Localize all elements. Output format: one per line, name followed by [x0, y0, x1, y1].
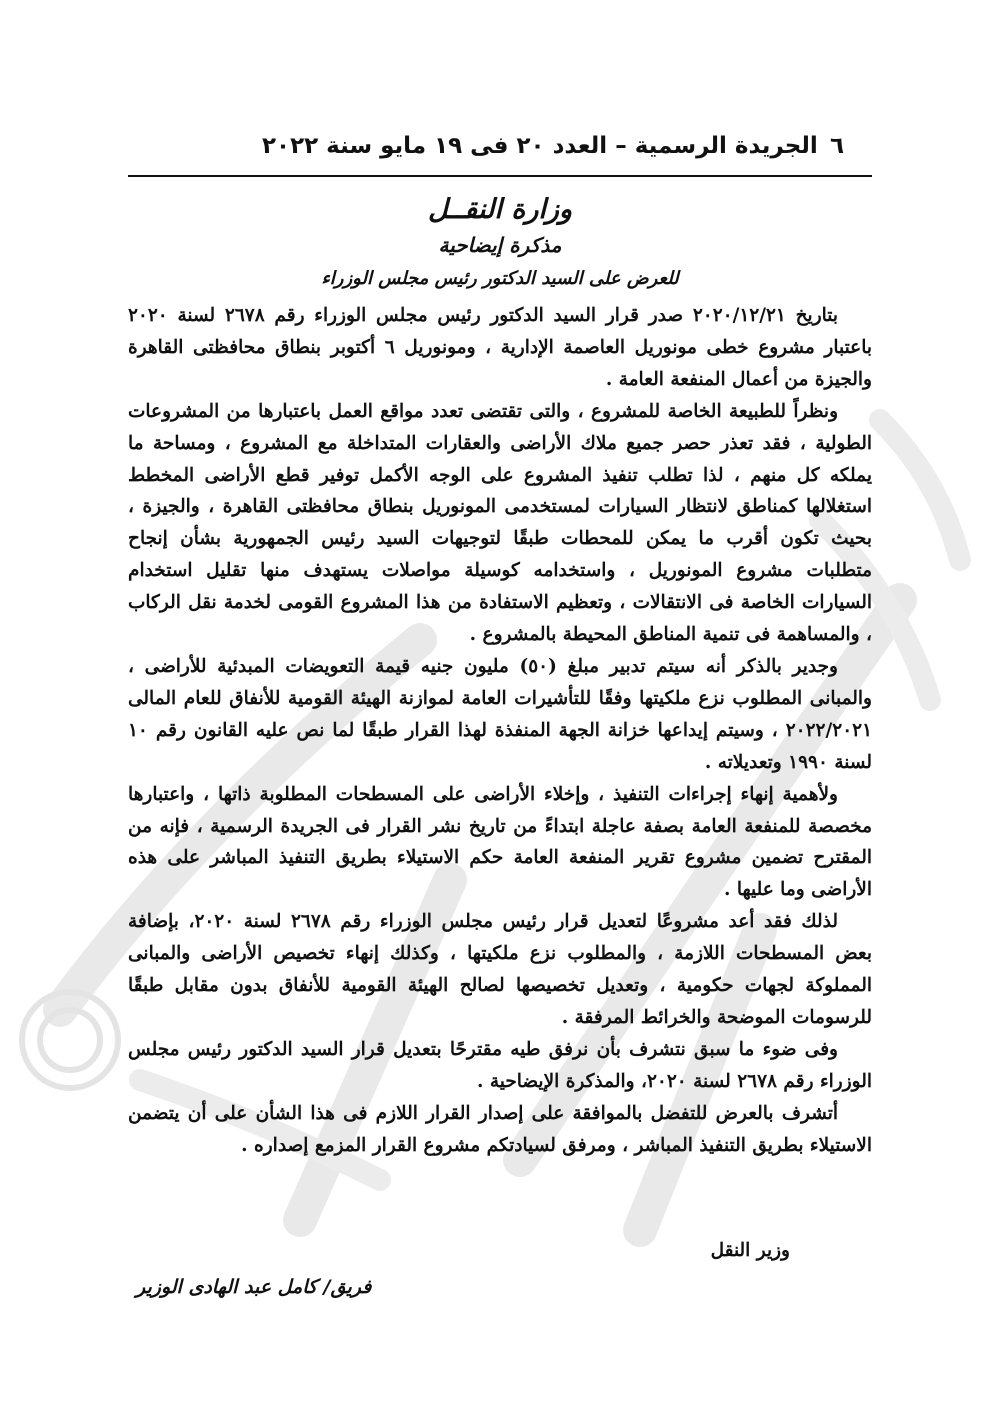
- addressee-line: للعرض على السيد الدكتور رئيس مجلس الوزراء: [321, 268, 679, 289]
- header-rule: [128, 175, 872, 177]
- publication-line: الجريدة الرسمية – العدد ٢٠ فى ١٩ مايو سنة ٢٠٢٢: [262, 133, 818, 159]
- paragraph: ونظراً للطبيعة الخاصة للمشروع ، والتى تقتضى تعدد مواقع العمل باعتبارها من المشروعات الطولية ، فقد تعذر حصر جميع ملاك الأراضى والعقارات المتداخلة مع المشروع ، ومساحة ما يملكه كل منهم ، لذا تطلب تنفيذ المشروع على الوجه الأكمل توفير قطع الأراضى المخطط استغلالها كمناطق لانتظار السيارات لمستخدمى المونوريل بنطاق محافظتى القاهرة ، والجيزة ، بحيث تكون أقرب ما يمكن للمحطات طبقًا لتوجيهات السيد رئيس الجمهورية بشأن إنجاح متطلبات مشروع المونوريل ، واستخدامه كوسيلة مواصلات يستهدف منها تقليل استخدام السيارات الخاصة فى الانتقالات ، وتعظيم الاستفادة من هذا المشروع القومى لخدمة نقل الركاب ، والمساهمة فى تنمية المناطق المحيطة بالمشروع .: [128, 400, 872, 646]
- paragraph: لذلك فقد أعد مشروعًا لتعديل قرار رئيس مجلس الوزراء رقم ٢٦٧٨ لسنة ٢٠٢٠، بإضافة بعض المسطحات اللازمة ، والمطلوب نزع ملكيتها ، وكذلك إنهاء تخصيص الأراضى والمبانى المملوكة لجهات حكومية ، وتعديل تخصيصها لصالح الهيئة القومية للأنفاق بدون مقابل طبقًا للرسومات الموضحة والخرائط المرفقة .: [128, 911, 872, 1028]
- signature-role: وزير النقل: [710, 1240, 790, 1261]
- memo-title: مذكرة إيضاحية: [438, 233, 562, 257]
- paragraph: ولأهمية إنهاء إجراءات التنفيذ ، وإخلاء الأراضى على المسطحات المطلوبة ذاتها ، واعتبارها مخصصة للمنفعة العامة بصفة عاجلة ابتداءً من تاريخ نشر القرار فى الجريدة الرسمية ، فإنه من المقترح تضمين مشروع تقرير المنفعة العامة حكم الاستيلاء بطريق التنفيذ المباشر على هذه الأراضى وما عليها .: [128, 783, 872, 901]
- signature-name: فريق/ كامل عبد الهادى الوزير: [136, 1276, 372, 1298]
- paragraph: بتاريخ ٢٠٢٠/١٢/٢١ صدر قرار السيد الدكتور رئيس مجلس الوزراء رقم ٢٦٧٨ لسنة ٢٠٢٠ باعتبار مشروع خطى مونوريل العاصمة الإدارية ، ومونوريل ٦ أكتوبر بنطاق محافظتى القاهرة والجيزة من أعمال المنفعة العامة .: [128, 305, 872, 390]
- ministry-heading: وزارة النقــل: [428, 194, 572, 225]
- paragraph: أتشرف بالعرض للتفضل بالموافقة على إصدار القرار اللازم فى هذا الشأن على أن يتضمن الاستيلاء بطريق التنفيذ المباشر ، ومرفق لسيادتكم مشروع القرار المزمع إصداره .: [128, 1102, 872, 1156]
- paragraph: وجدير بالذكر أنه سيتم تدبير مبلغ (٥٠) مليون جنيه قيمة التعويضات المبدئية للأراضى ، والمبانى المطلوب نزع ملكيتها وفقًا للتأشيرات العامة لموازنة الهيئة القومية للأنفاق للعام المالى ٢٠٢٢/٢٠٢١ ، وسيتم إيداعها خزانة الجهة المنفذة لهذا القرار طبقًا لما نص عليه القانون رقم ١٠ لسنة ١٩٩٠ وتعديلاته .: [128, 655, 872, 773]
- page-number: ٦: [829, 133, 844, 159]
- page-header: [262, 126, 850, 166]
- paragraph: وفى ضوء ما سبق نتشرف بأن نرفق طيه مقترحًا بتعديل قرار السيد الدكتور رئيس مجلس الوزراء رقم ٢٦٧٨ لسنة ٢٠٢٠، والمذكرة الإيضاحية .: [128, 1038, 872, 1092]
- memo-body: [128, 300, 872, 1161]
